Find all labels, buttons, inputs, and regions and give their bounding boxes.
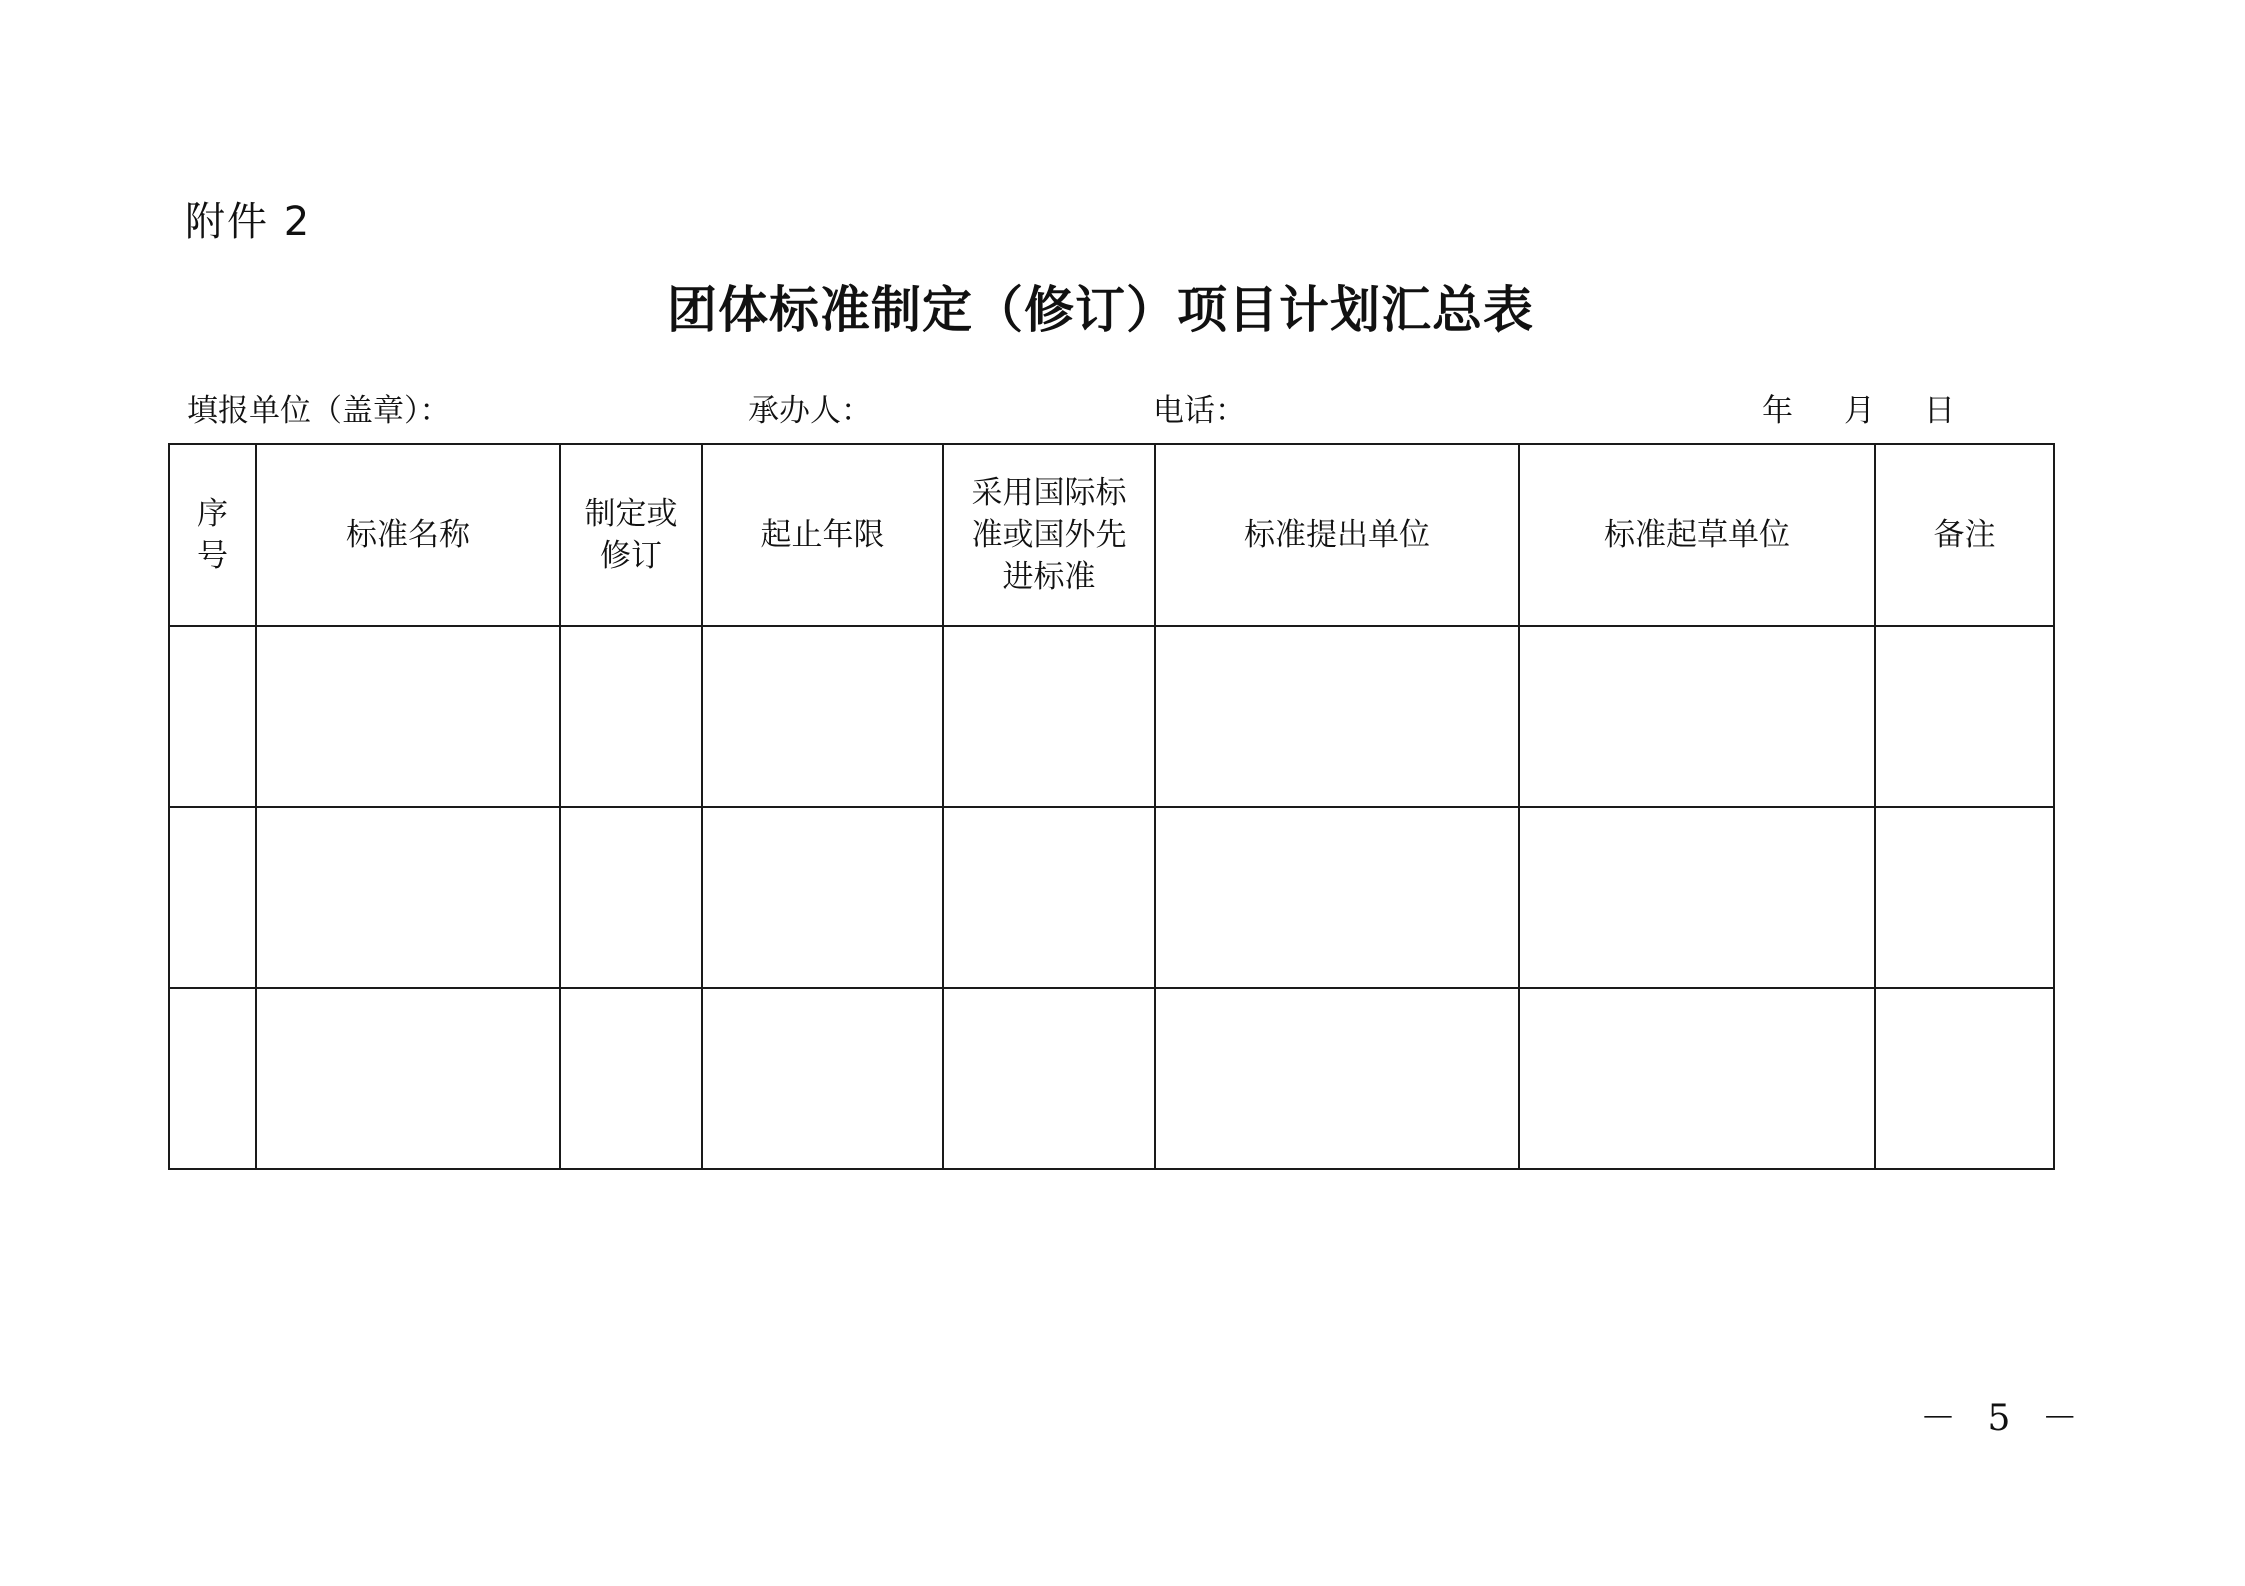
table-cell [702, 807, 943, 988]
header-time-period: 起止年限 [702, 444, 943, 626]
table-cell [1875, 988, 2054, 1169]
table-cell [1519, 626, 1875, 807]
table-cell [560, 626, 702, 807]
table-cell [169, 988, 256, 1169]
contact-person-label: 承办人： [748, 393, 872, 429]
table-cell [256, 807, 560, 988]
table-cell [702, 626, 943, 807]
table-cell [1519, 807, 1875, 988]
header-standard-name: 标准名称 [256, 444, 560, 626]
table-cell [256, 988, 560, 1169]
phone-label: 电话： [1153, 393, 1246, 429]
date-fields [1762, 385, 1955, 430]
table-cell [1519, 988, 1875, 1169]
table-row [169, 988, 2054, 1169]
table-cell [560, 807, 702, 988]
table-cell [560, 988, 702, 1169]
document-title: 团体标准制定（修订）项目计划汇总表 [667, 281, 1534, 339]
header-drafting-unit: 标准起草单位 [1519, 444, 1875, 626]
table-cell [1155, 807, 1519, 988]
table-row [169, 807, 2054, 988]
attachment-label: 附件 2 [185, 199, 312, 245]
table-cell [169, 626, 256, 807]
table-cell [1155, 626, 1519, 807]
header-formulate-or-revise: 制定或 修订 [560, 444, 702, 626]
table-cell [1155, 988, 1519, 1169]
table-row [169, 626, 2054, 807]
header-adopted-standard: 采用国际标 准或国外先 进标准 [943, 444, 1155, 626]
header-proposing-unit: 标准提出单位 [1155, 444, 1519, 626]
reporting-unit-label: 填报单位（盖章）： [187, 393, 451, 429]
page-number: － 5 － [1920, 1398, 2088, 1439]
table-cell [1875, 626, 2054, 807]
table-cell [943, 988, 1155, 1169]
header-serial-number: 序 号 [169, 444, 256, 626]
year-label: 年 [1762, 393, 1793, 429]
table-cell [943, 807, 1155, 988]
project-plan-table [168, 443, 2055, 1170]
table-cell [1875, 807, 2054, 988]
month-label: 月 [1844, 393, 1875, 429]
table-header-row [169, 444, 2054, 626]
table-cell [256, 626, 560, 807]
table-cell [702, 988, 943, 1169]
day-label: 日 [1924, 393, 1955, 429]
header-remarks: 备注 [1875, 444, 2054, 626]
table-cell [943, 626, 1155, 807]
table-cell [169, 807, 256, 988]
